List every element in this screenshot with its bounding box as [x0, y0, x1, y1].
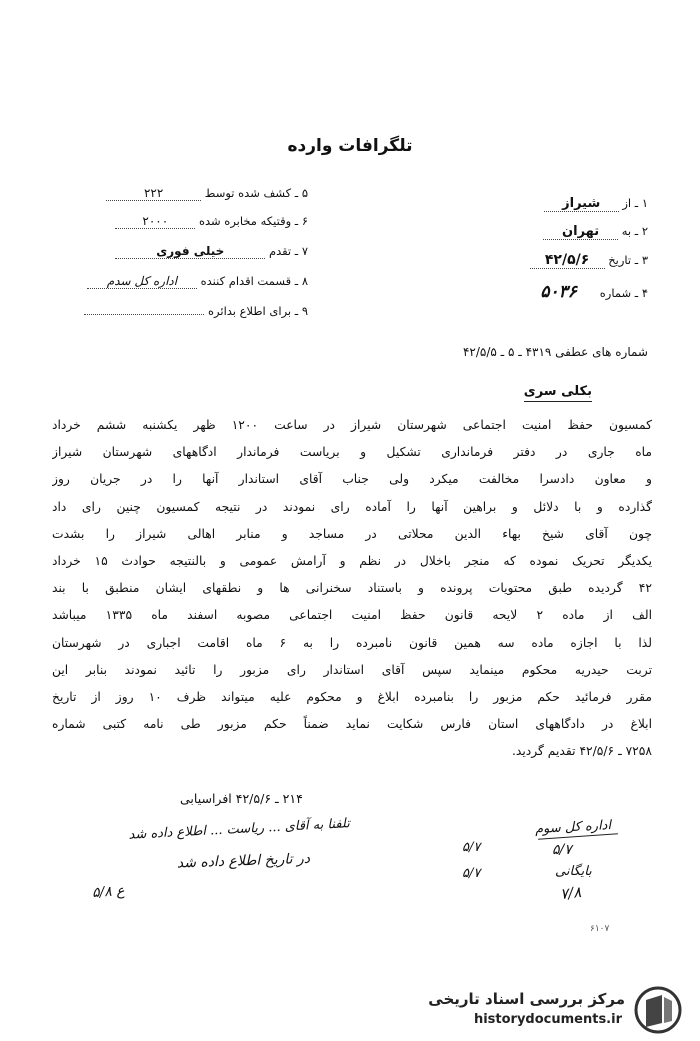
classification-label: بکلی سری — [524, 384, 592, 402]
handwritten-note-dept: اداره کل سوم — [534, 818, 612, 837]
field-decoded-by-label: ۵ ـ کشف شده توسط — [204, 186, 308, 200]
body-line: الف از ماده ۲ لایحه قانون حفظ امنیت اجتماعی مصوبه اسفند ماه ۱۳۳۵ میباشد — [52, 608, 652, 623]
field-number-label: ۴ ـ شماره — [599, 286, 648, 300]
body-line: مقرر فرمائید حکم مزبور را بنامبرده ابلاغ و محکوم علیه میتواند ظرف ۱۰ روز از تاریخ — [52, 690, 652, 705]
body-line: لذا با اجازه ماده سه همین قانون نامبرده را به ۶ ماه اقامت اجباری در شهرستان — [52, 635, 652, 650]
document-code: ۶۱۰۷ — [590, 924, 610, 934]
sender-signature: ۲۱۴ ـ ۴۲/۵/۶ افراسیابی — [180, 791, 303, 806]
field-priority-value: خیلی فوری — [115, 244, 265, 259]
field-priority-label: ۷ ـ تقدم — [268, 244, 308, 258]
field-to-value: تهران — [543, 224, 618, 240]
body-line: ۷۲۵۸ ـ ۴۲/۵/۶ تقدیم گردید. — [512, 744, 652, 759]
field-decoded-by-value: ۲۲۲ — [106, 186, 201, 201]
field-from — [483, 196, 648, 212]
field-sent-time — [88, 214, 308, 229]
field-date-label: ۳ ـ تاریخ — [608, 253, 648, 267]
handwritten-note-date: ۵/۸ ع — [91, 882, 126, 902]
field-action-dept-value: اداره کل سدم — [87, 274, 197, 289]
handwritten-note-archive: بایگانی — [555, 864, 592, 879]
body-line: یکدیگر تحریک نموده که منجر باخلال در نظم و آرامش عمومی و بالنتیجه حوادث ۱۵ خرداد — [52, 554, 652, 569]
handwritten-note-mid-1: ۵/۷ — [462, 840, 481, 855]
body-line: ۴۲ گردیده طبق محتویات پرونده و باستناد سخنرانی ها و نطقهای ایشان منطبق با بند — [52, 581, 652, 596]
handwritten-note-mid-2: ۵/۷ — [462, 866, 481, 881]
field-action-dept — [88, 274, 308, 289]
handwritten-note-right-date: ۵/۷ — [552, 842, 572, 858]
field-priority — [88, 244, 308, 259]
field-from-value: شیراز — [544, 196, 619, 212]
document-title: تلگرافات وارده — [287, 136, 413, 156]
body-line: ابلاغ در دادگاههای استان فارس شکایت نماید ضمناً حکم مزبور طی نامه کتبی شماره — [52, 717, 652, 732]
handwritten-note-informed: در تاریخ اطلاع داده شد — [176, 850, 311, 872]
body-line: تربت حیدریه محکوم مینماید سپس آقای استاندار رای مزبور را تائید نمودند بنابر این — [52, 662, 652, 677]
body-line: ماه جاری در دفتر فرمانداری تشکیل و بریاست فرماندار ادگاههای شهرستان شیراز — [52, 445, 652, 460]
field-sent-time-value: ۲۰۰۰ — [115, 214, 195, 229]
field-sent-time-label: ۶ ـ وقتیکه مخابره شده — [198, 214, 308, 228]
field-inform-label: ۹ ـ برای اطلاع بدائره — [208, 304, 308, 318]
archive-logo-icon — [632, 985, 684, 1035]
field-date-value: ۴۲/۵/۶ — [530, 252, 605, 269]
field-decoded-by — [88, 186, 308, 201]
telegram-body — [52, 412, 652, 766]
field-to-label: ۲ ـ به — [621, 224, 648, 238]
body-line: و معاون دادسرا مخالفت میکرد ولی جناب آقای استاندار آنها را در جریان روز — [52, 472, 652, 487]
watermark-url: historydocuments.ir — [473, 1012, 622, 1027]
body-line: گذارده و با دلائل و براهین آنها را آماده رای نمودند در نتیجه کمسیون چنین رای داد — [52, 499, 652, 514]
body-line: چون آقای شیخ بهاء الدین محلاتی در مساجد و منابر اهالی شیراز را بشدت — [52, 526, 652, 541]
field-inform-value — [84, 314, 204, 315]
reference-numbers: شماره های عطفی ۴۳۱۹ ـ ۵ ـ ۴۲/۵/۵ — [462, 345, 648, 359]
field-to — [483, 224, 648, 240]
field-number — [483, 282, 648, 302]
field-date — [483, 252, 648, 269]
handwritten-note-archive-date: ۷/۸ — [559, 882, 583, 904]
body-line: کمسیون حفظ امنیت اجتماعی شهرستان شیراز در ساعت ۱۲۰۰ ظهر یکشنبه ششم خرداد — [52, 418, 652, 432]
field-number-value: ۵۰۳۶ — [540, 282, 577, 302]
field-inform — [88, 304, 308, 318]
field-from-label: ۱ ـ از — [622, 196, 648, 210]
field-action-dept-label: ۸ ـ قسمت اقدام کننده — [200, 274, 308, 288]
handwritten-note-phone: تلفنا به آقای ... ریاست ... اطلاع داده شد — [128, 816, 351, 843]
watermark-title: مرکز بررسی اسناد تاریخی — [428, 990, 625, 1008]
